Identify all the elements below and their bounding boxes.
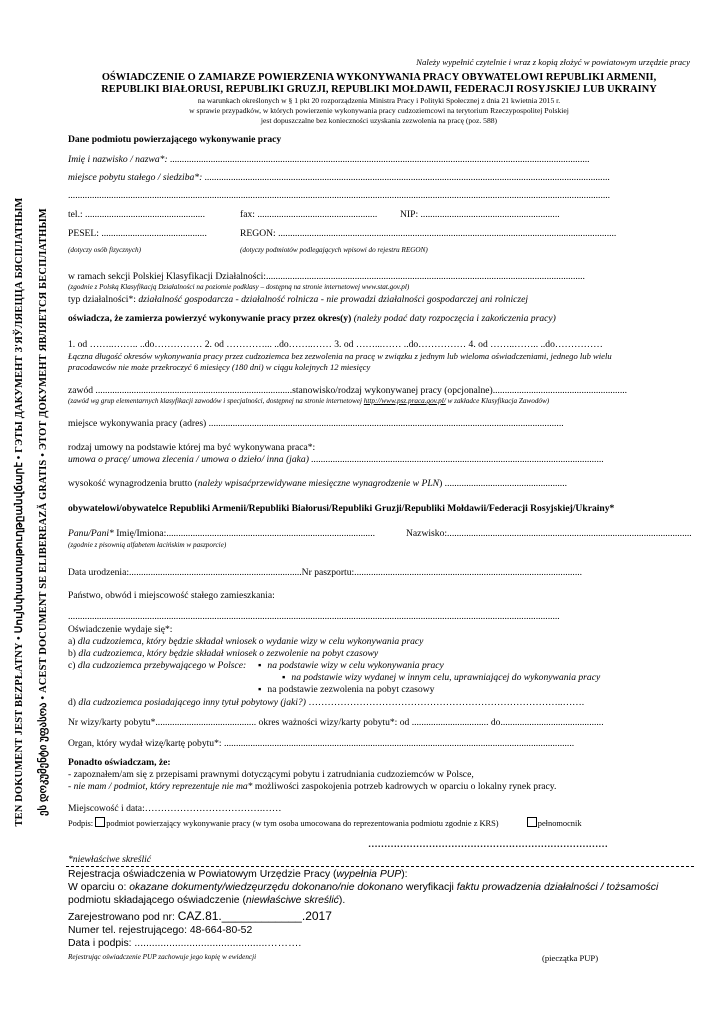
side-banner-right <box>24 0 64 1024</box>
contract-type-label: rodzaj umowy na podstawie której ma być wykonywana praca*: <box>68 442 316 453</box>
periods-heading-note: (należy podać daty rozpoczęcia i zakończenia pracy) <box>353 313 556 324</box>
statement-line-2-text: możliwości zaspokojenia potrzeb kadrowych w oparciu o lokalny rynek pracy. <box>252 781 557 792</box>
option-a[interactable] <box>68 636 423 648</box>
signature-field[interactable]: ………………………………………………………………… <box>368 839 608 850</box>
employer-name-field[interactable]: Imię i nazwisko / nazwa*: ............................................................................................................................................................................... <box>68 154 590 165</box>
option-c-letter: c) <box>68 660 78 671</box>
latin-spelling-note: (zgodnie z pisownią alfabetem łacińskim w paszporcie) <box>68 541 227 549</box>
occupation-note-a: (zawód wg grup elementarnych klasyfikacji zawodów i specjalności, dostępnej na stronie internetowej <box>68 397 362 405</box>
bullet-icon: ▪ <box>258 660 262 671</box>
statement-heading: Ponadto oświadczam, że: <box>68 757 171 768</box>
form-subtitle-line2: w sprawie przypadków, w których powierzenie wykonywania pracy cudzoziemcowi na terytorium Rzeczypospolitej Polskiej <box>189 106 569 115</box>
employer-pesel-field[interactable]: PESEL: ............................................ <box>68 228 207 239</box>
foreigner-first-name-field[interactable]: Imię/Imiona:....................................................................................... <box>113 528 375 539</box>
pup-line-2-a: W oparciu o: <box>68 882 130 893</box>
employer-checkbox[interactable] <box>95 817 105 827</box>
pup-line-2 <box>68 882 658 894</box>
strike-note: *niewłaściwe skreślić <box>68 854 152 865</box>
bullet-icon: ▪ <box>282 672 286 683</box>
option-d-field[interactable]: ……………………………………………………………………..……. <box>305 697 585 708</box>
option-c2-text: na podstawie wizy wydanej w innym celu, uprawniającej do wykonywania pracy <box>291 672 601 683</box>
option-b-text: dla cudzoziemca, który będzie składał wniosek o zezwolenie na pobyt czasowy <box>78 648 379 659</box>
option-c3-text: na podstawie zezwolenia na pobyt czasowy <box>267 684 435 695</box>
occupation-note <box>68 397 549 406</box>
periods-heading: oświadcza, że zamierza powierzyć wykonywanie pracy przez okres(y) <box>68 313 352 324</box>
issued-for-label: Oświadczenie wydaje się*: <box>68 624 173 635</box>
proxy-checkbox[interactable] <box>527 817 537 827</box>
pup-line-1 <box>68 869 408 881</box>
foreigner-last-name-field[interactable]: Nazwisko:...................................................................................................... <box>406 528 692 539</box>
occupation-note-b: w zakładce Klasyfikacja Zawodów) <box>447 397 550 405</box>
form-title-line1: OŚWIADCZENIE O ZAMIARZE POWIERZENIA WYKONYWANIA PRACY OBYWATELOWI REPUBLIKI ARMENII, <box>101 72 657 83</box>
pup-phone: Numer tel. rejestrującego: 48-664-80-52 <box>68 925 253 936</box>
option-c[interactable] <box>68 660 246 672</box>
option-a-text: dla cudzoziemca, który będzie składał wniosek o wydanie wizy w celu wykonywania pracy <box>77 636 424 647</box>
option-c1-text: na podstawie wizy w celu wykonywania pracy <box>267 660 444 671</box>
side-banner-left-text: TEN DOKUMENT JEST BEZPŁATNY • Սույնփաստաթուղթըանվճարէ • ГЭТЫ ДАКУМЕНТ З'ЯЎЛЯЕЦЦА БЯСПЛАТНЫМ <box>13 197 25 827</box>
pkd-field[interactable]: w ramach sekcji Polskiej Klasyfikacji Działalności:..................................................................................................................................... <box>68 271 585 282</box>
proxy-checkbox-label: pełnomocnik <box>537 819 582 828</box>
employer-regon-field[interactable]: REGON: ............................................................................................................................................. <box>240 228 617 239</box>
signature-options <box>68 817 582 829</box>
statement-line-1: - zapoznałem/am się z przepisami prawnymi dotyczącymi pobytu i zatrudniania cudzoziemców w Polsce, <box>68 769 474 780</box>
pkd-note: (zgodnie z Polską Klasyfikacją Działalności na poziomie podklasy – dostępną na stronie internetowej www.stat.gov.pl) <box>68 283 410 291</box>
pup-registration-field[interactable]: ____________ <box>221 909 302 923</box>
statement-line-2-options[interactable]: - nie mam / podmiot, który reprezentuje nie ma* <box>68 781 253 792</box>
periods-row <box>68 339 603 351</box>
pup-line-1-b: wypełnia PUP <box>336 869 402 880</box>
pup-registration-prefix: CAZ.81. <box>177 909 222 923</box>
employer-nip-field[interactable]: NIP: .......................................................... <box>400 209 560 220</box>
periods-note-2: pracodawców nie może przekroczyć 6 miesięcy (180 dni) w ciągu kolejnych 12 miesięcy <box>68 362 371 372</box>
pup-registration-year: .2017 <box>301 909 332 923</box>
pup-copy-note: Rejestrując oświadczenie PUP zachowuje jego kopię w ewidencji <box>68 953 257 961</box>
side-banner-right-text: ეს დოკუმენტი უფასოა • ACEST DOCUMENT SE ELIBEREAZĂ GRATIS • ЭТОТ ДОКУМЕНТ ЯВЛЯЕТСЯ БЕСПЛАТНЫМ <box>37 208 49 816</box>
option-b-letter: b) <box>68 648 79 659</box>
pup-line-2-c: weryfikacji <box>403 882 457 893</box>
bullet-icon: ▪ <box>258 684 262 695</box>
form-subtitle-line1: na warunkach określonych w § 1 pkt 20 rozporządzenia Ministra Pracy i Polityki Społecznej z dnia 21 kwietnia 2015 r. <box>197 96 561 105</box>
pup-stamp: (pieczątka PUP) <box>542 953 599 963</box>
pesel-note: (dotyczy osób fizycznych) <box>68 246 142 254</box>
header-note: Należy wypełnić czytelnie i wraz z kopią złożyć w powiatowym urzędzie pracy <box>416 57 690 67</box>
pup-line-2-d[interactable]: faktu prowadzenia działalności / tożsamości <box>456 882 659 893</box>
option-c-text: dla cudzoziemca przebywającego w Polsce: <box>77 660 247 671</box>
pup-line-3-a: podmiotu składającego oświadczenie ( <box>68 895 246 906</box>
option-a-letter: a) <box>68 636 78 647</box>
employer-heading: Dane podmiotu powierzającego wykonywanie pracy <box>68 134 282 145</box>
pup-registration-row <box>68 909 332 924</box>
periods-heading-row <box>68 313 556 325</box>
activity-type-label: typ działalności*: <box>68 294 136 305</box>
foreigner-heading: obywatelowi/obywatelce Republiki Armenii/Republiki Białorusi/Republiki Gruzji/Republiki Mołdawii/Federacji Rosyjskiej/Ukrainy* <box>68 503 615 514</box>
option-d-text: dla cudzoziemca posiadającego inny tytuł pobytowy (jaki?) <box>78 697 306 708</box>
residence-field[interactable]: ............................................................................................................................................................................................................. <box>68 611 560 622</box>
visa-number-field[interactable]: Nr wizy/karty pobytu*.......................................... okres ważności wizy/karty pobytu*: od ................................ do........................................... <box>68 717 604 728</box>
statement-line-2 <box>68 781 556 793</box>
option-d[interactable] <box>68 697 584 709</box>
pup-line-3-c: ). <box>338 895 346 906</box>
salary-field[interactable]: ) ................................................... <box>439 478 567 489</box>
activity-type-row <box>68 294 528 306</box>
place-date-field[interactable]: Miejscowość i data:……………………………….…… <box>68 803 282 814</box>
period-2-field[interactable]: 2. od …………... ..do……..…… <box>204 339 335 350</box>
period-4-field[interactable]: 4. od ……..…….. ..do…………… <box>468 339 603 350</box>
pup-box-border <box>66 866 694 867</box>
employer-fax-field[interactable]: fax: .................................................. <box>240 209 378 220</box>
pup-line-3-b: niewłaściwe skreślić <box>245 895 339 906</box>
option-c2[interactable] <box>278 672 600 684</box>
employer-tel-field[interactable]: tel.: .................................................. <box>68 209 205 220</box>
visa-authority-field[interactable]: Organ, który wydał wizę/kartę pobytu*: .................................................................................................................................................. <box>68 738 575 749</box>
residence-label: Państwo, obwód i miejscowość stałego zamieszkania: <box>68 590 275 601</box>
activity-type-options[interactable]: działalność gospodarcza - działalność rolnicza - nie prowadzi działalności gospodarczej ani rolniczej <box>138 294 529 305</box>
pup-line-1-c: ): <box>401 869 408 880</box>
period-1-field[interactable]: 1. od ……..…….. ..do…………… <box>68 339 205 350</box>
periods-note-1: Łączna długość okresów wykonywania pracy przez cudzoziemca bez zezwolenia na pracę w związku z jednym lub wieloma oświadczeniami, jednego lub wielu <box>68 351 612 361</box>
employer-address-field-2[interactable]: .................................................................................................................................................................................................................................. <box>68 190 611 201</box>
option-b[interactable] <box>68 648 378 660</box>
salary-row[interactable] <box>68 478 567 490</box>
occupation-field[interactable]: zawód ..................................................................................stanowisko/rodzaj wykonywanej pracy (opcjonalne)........................................................ <box>68 385 628 396</box>
birth-date-passport-field[interactable]: Data urodzenia:........................................................................Nr paszportu:............................................................................................... <box>68 567 583 578</box>
salary-hint: należy wpisaćprzewidywane miesięczne wynagrodzenie w PLN <box>197 478 440 489</box>
option-c1[interactable] <box>254 660 444 672</box>
occupation-link[interactable]: http://www.psz.praca.gov.pl/ <box>363 397 446 405</box>
pup-registration-label: Zarejestrowano pod nr: <box>68 912 178 923</box>
employer-address-field[interactable]: miejsce pobytu stałego / siedziba*: ......................................................................................................................................................................... <box>68 172 611 183</box>
contract-type-field[interactable]: umowa o pracę/ umowa zlecenia / umowa o dzieło/ inna (jaka) .......................................................................................................................... <box>68 454 604 465</box>
option-d-letter: d) <box>68 697 79 708</box>
pup-line-1-a: Rejestracja oświadczenia w Powiatowym Urzędzie Pracy ( <box>68 869 337 880</box>
employer-checkbox-label: podmiot powierzający wykonywanie pracy (w tym osoba umocowana do reprezentowania podmiotu zgodnie z KRS) <box>106 819 499 828</box>
pup-line-2-b[interactable]: okazane dokumenty/wiedzęurzędu dokonano/nie dokonano <box>129 882 404 893</box>
pup-date-signature-field[interactable]: Data i podpis: ..............................................………. <box>68 938 302 949</box>
work-place-field[interactable]: miejsce wykonywania pracy (adres) .................................................................................................................................................... <box>68 418 564 429</box>
regon-note: (dotyczy podmiotów podlegających wpisowi do rejestru REGON) <box>240 246 428 254</box>
salary-label: wysokość wynagrodzenia brutto ( <box>68 478 198 489</box>
period-3-field[interactable]: 3. od ……...…… ..do…………… <box>334 339 469 350</box>
panu-pani[interactable]: Panu/Pani* <box>68 528 114 539</box>
form-title-line2: REPUBLIKI BIAŁORUSI, REPUBLIKI GRUZJI, REPUBLIKI MOŁDAWII, FEDERACJI ROSYJSKIEJ LUB UKRAINY <box>101 84 657 95</box>
form-subtitle-line3: jest dopuszczalne bez konieczności uzyskania zezwolenia na pracę (poz. 588) <box>260 116 498 125</box>
pup-line-3 <box>68 895 345 907</box>
option-c3[interactable] <box>254 684 434 696</box>
foreigner-name-row <box>68 528 375 540</box>
signature-label: Podpis: <box>68 819 94 828</box>
